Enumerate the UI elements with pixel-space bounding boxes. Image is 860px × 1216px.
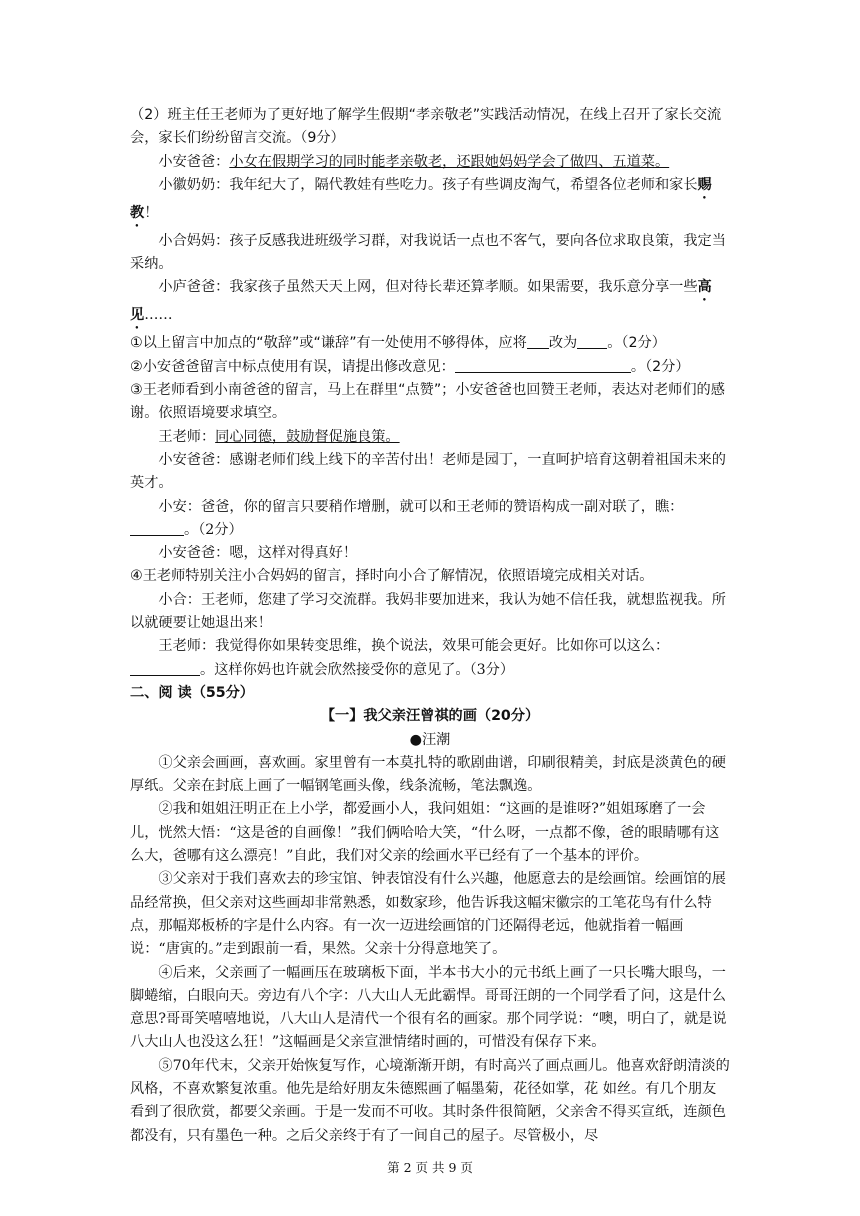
article-title: 【一】我父亲汪曾祺的画（20分） (320, 708, 540, 725)
question-text: 。（2分） (607, 335, 666, 352)
teacher-dialogue (130, 635, 730, 682)
sub-question-3: ③王老师看到小南爸爸的留言，马上在群里“点赞”；小安爸爸也回赞王老师，表达对老师们的感谢。依照语境要求填空。 (130, 382, 725, 422)
speaker-label: 小安爸爸： (158, 153, 230, 170)
answer-blank[interactable] (527, 334, 549, 349)
dotted-humble-word: 高见 (130, 279, 712, 324)
sub-question-4: ④王老师特别关注小合妈妈的留言，择时向小合了解情况，依照语境完成相关对话。 (130, 568, 654, 585)
comment-text: 我家孩子虽然天天上网，但对待长辈还算孝顺。如果需要，我乐意分享一些 (229, 279, 698, 296)
page-content (130, 104, 730, 1148)
comment-xiaolu-dad (130, 276, 730, 332)
xiaohe-dialogue: 小合：王老师，您建了学习交流群。我妈非要加进来，我认为她不信任我，就想监视我。所以就硬要让她退出来！ (130, 591, 726, 632)
question-2-intro: （2）班主任王老师为了更好地了解学生假期“孝亲敬老”实践活动情况，在线上召开了家长交流会，家长们纷纷留言交流。（9分） (130, 107, 722, 147)
reply-text: 小安：爸爸，你的留言只要稍作增删，就可以和王老师的赞语构成一副对联了，瞧： (158, 498, 684, 515)
xiaoan-reply (130, 496, 730, 543)
answer-blank[interactable] (455, 358, 631, 373)
reply-text: 。（2分） (184, 521, 243, 538)
dialogue-text: 。这样你妈也许就会欣然接受你的意见了。（3分） (200, 661, 515, 678)
dotted-honorific: 赐教 (130, 176, 712, 221)
comment-end: ！ (144, 204, 159, 221)
answer-blank[interactable] (130, 521, 184, 536)
article-paragraph-2: ②我和姐姐汪明正在上小学，都爱画小人，我问姐姐：“这画的是谁呀?”姐姐琢磨了一会儿，恍然大悟：“这是爸的自画像！”我们俩哈哈大笑，“什么呀，一点都不像，爸的眼睛哪有这么大，爸哪有这么漂亮！”自此，我们对父亲的绘画水平已经有了一个基本的评价。 (130, 801, 720, 865)
speaker-label: 小徽奶奶： (158, 176, 230, 193)
question-text: ①以上留言中加点的“敬辞”或“谦辞”有一处使用不够得体，应将 (130, 335, 527, 352)
page-footer: 第 2 页 共 9 页 (387, 1160, 473, 1175)
speaker-label: 小合妈妈： (158, 232, 230, 249)
comment-xiaohe-mom (130, 230, 730, 277)
dialogue-text: 王老师：我觉得你如果转变思维，换个说法，效果可能会更好。比如你可以这么： (158, 638, 670, 655)
sub-question-1 (130, 332, 730, 355)
article-paragraph-4: ④后来，父亲画了一幅画压在玻璃板下面，半本书大小的元书纸上画了一只长嘴大眼鸟，一脚蜷缩，白眼向天。旁边有八个字：八大山人无此霸悍。哥哥汪朗的一个同学看了问，这是什么意思?哥哥笑嘻嘻地说，八大山人是清代一个很有名的画家。那个同学说：“噢，明白了，就是说八大山人也没这么狂！”这幅画是父亲宣泄情绪时画的，可惜没有保存下来。 (130, 964, 727, 1051)
comment-end: …… (144, 307, 173, 324)
section-title: 二、阅 读（55分） (130, 684, 254, 701)
comment-xiaoan-dad (130, 151, 730, 174)
article-paragraph-5: ⑤70年代末，父亲开始恢复写作，心境渐渐开朗，有时高兴了画点画儿。他喜欢舒朗清淡的风格，不喜欢繁复浓重。他先是给好朋友朱德熙画了幅墨菊，花径如掌，花 如丝。有几个朋友看到了很欣赏，都要父亲画。于是一发而不可收。其时条件很简陋，父亲舍不得买宣纸，连颜色都没有，只有墨色一种。之后父亲终于有了一间自己的屋子。尽管极小，尽 (130, 1057, 730, 1144)
answer-blank[interactable] (130, 660, 200, 675)
xiaoan-dad-final: 小安爸爸：嗯，这样对得真好！ (158, 545, 358, 562)
xiaoan-dad-reply: 小安爸爸：感谢老师们线上线下的辛苦付出！老师是园丁，一直呵护培育这朝着祖国未来的英才。 (130, 451, 726, 492)
comment-text: 孩子反感我进班级学习群，对我说话一点也不客气，要向各位求取良策，我定当采纳。 (130, 232, 726, 273)
article-author: ●汪潮 (409, 731, 451, 748)
speaker-label: 小庐爸爸： (158, 279, 230, 296)
article-paragraph-3: ③父亲对于我们喜欢去的珍宝馆、钟表馆没有什么兴趣，他愿意去的是绘画馆。绘画馆的展品经常换，但父亲对这些画却非常熟悉，如数家珍，他告诉我这幅宋徽宗的工笔花鸟有什么特点，那幅郑板桥的字是什么内容。有一次一迈进绘画馆的门还隔得老远，他就指着一幅画说：“唐寅的。”走到跟前一看，果然。父亲十分得意地笑了。 (130, 871, 726, 958)
answer-blank[interactable] (577, 334, 607, 349)
question-text: ②小安爸爸留言中标点使用有误，请提出修改意见： (130, 358, 455, 375)
teacher-praise (130, 426, 730, 449)
question-text: 改为 (548, 335, 578, 352)
speaker-label: 王老师： (158, 428, 216, 445)
comment-xiaohui-grandma (130, 174, 730, 230)
underlined-sentence: 同心同德，鼓励督促施良策。 (215, 428, 400, 445)
underlined-sentence: 小女在假期学习的同时能孝亲敬老，还跟她妈妈学会了做四、五道菜。 (229, 153, 670, 170)
article-paragraph-1: ①父亲会画画，喜欢画。家里曾有一本莫扎特的歌剧曲谱，印刷很精美，封底是淡黄色的硬厚纸。父亲在封底上画了一幅钢笔画头像，线条流畅，笔法飘逸。 (130, 754, 726, 795)
comment-text: 我年纪大了，隔代教娃有些吃力。孩子有些调皮淘气，希望各位老师和家长 (229, 176, 698, 193)
question-text: 。（2分） (630, 358, 690, 375)
sub-question-2 (130, 356, 730, 379)
